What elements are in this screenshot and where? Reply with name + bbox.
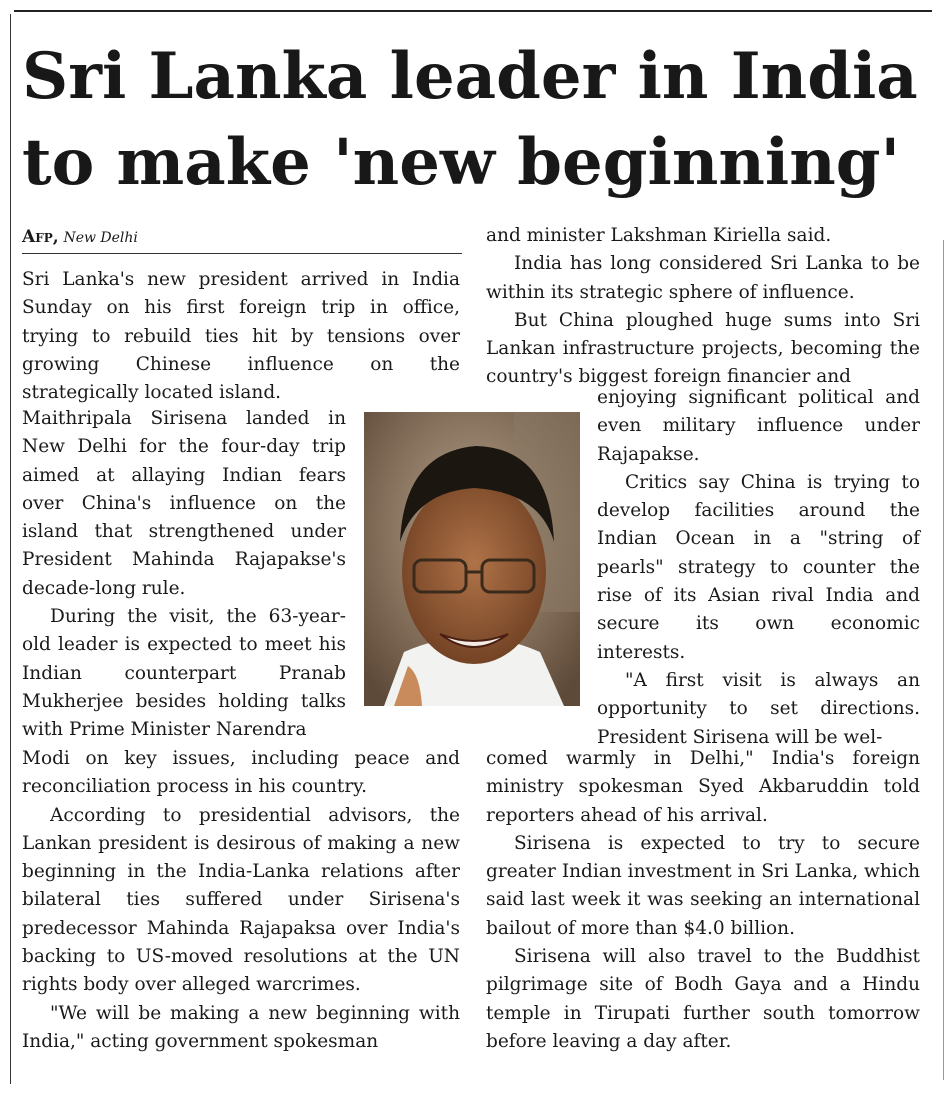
portrait-illustration xyxy=(364,412,580,706)
byline-agency: Afp, xyxy=(22,227,59,247)
sirisena-photo xyxy=(364,412,580,706)
left-column-narrow xyxy=(22,405,346,745)
paragraph: Sirisena will also travel to the Buddhist pilgrimage site of Bodh Gaya and a Hindu temple in Tirupati further south tomorrow before leaving a day after. xyxy=(486,946,920,1052)
paragraph: Sri Lanka's new president arrived in India Sunday on his first foreign trip in office, trying to rebuild ties hit by tensions over growing Chinese influence on the strategically located island. xyxy=(22,269,460,404)
headline-line-2: to make 'new beginning' xyxy=(22,125,901,200)
paragraph: India has long considered Sri Lanka to be within its strategic sphere of influence. xyxy=(486,253,920,303)
paragraph: Modi on key issues, including peace and reconciliation process in his country. xyxy=(22,748,460,798)
right-rule xyxy=(943,240,944,1080)
paragraph: comed warmly in Delhi," India's foreign ministry spokesman Syed Akbaruddin told reporters ahead of his arrival. xyxy=(486,748,920,826)
paragraph: According to presidential advisors, the Lankan president is desirous of making a new beginning in the India-Lanka relations after bilateral ties suffered under Sirisena's predecessor Mahinda Rajapaksa over India's backing to US-moved resolutions at the UN rights body over alleged warcrimes. xyxy=(22,804,460,996)
paragraph: During the visit, the 63-year-old leader is expected to meet his Indian counterpart Pranab Mukherjee besides holding talks with Prime Minister Narendra xyxy=(22,606,346,741)
byline-place: New Delhi xyxy=(63,230,138,246)
byline xyxy=(22,226,138,249)
right-column-bottom xyxy=(486,745,920,1056)
left-rule xyxy=(10,14,11,1084)
headline xyxy=(22,34,932,206)
byline-rule xyxy=(22,253,462,254)
left-column-top xyxy=(22,266,460,407)
paragraph: Sirisena is expected to try to secure greater Indian investment in Sri Lanka, which said last week it was seeking an international bailout of more than $4.0 billion. xyxy=(486,832,920,939)
paragraph: and minister Lakshman Kiriella said. xyxy=(486,225,832,246)
top-rule xyxy=(14,10,932,12)
paragraph: enjoying significant political and even military influence under Rajapakse. xyxy=(597,387,920,465)
paragraph: But China ploughed huge sums into Sri Lankan infrastructure projects, becoming the country's biggest foreign financier and xyxy=(486,309,920,388)
paragraph: "We will be making a new beginning with India," acting government spokesman xyxy=(22,1002,460,1052)
paragraph: "A first visit is always an opportunity to set directions. President Sirisena will be wel- xyxy=(597,669,920,748)
headline-line-1: Sri Lanka leader in India xyxy=(22,39,918,114)
left-column-bottom xyxy=(22,745,460,1056)
right-column-narrow xyxy=(597,384,920,752)
paragraph: Critics say China is trying to develop facilities around the Indian Ocean in a "string of pearls" strategy to counter the rise of its Asian rival India and secure its own economic interests. xyxy=(597,471,920,663)
paragraph: Maithripala Sirisena landed in New Delhi for the four-day trip aimed at allaying Indian fears over China's influence on the island that strengthened under President Mahinda Rajapakse's decade-long rule. xyxy=(22,408,346,599)
right-column-top xyxy=(486,222,920,392)
